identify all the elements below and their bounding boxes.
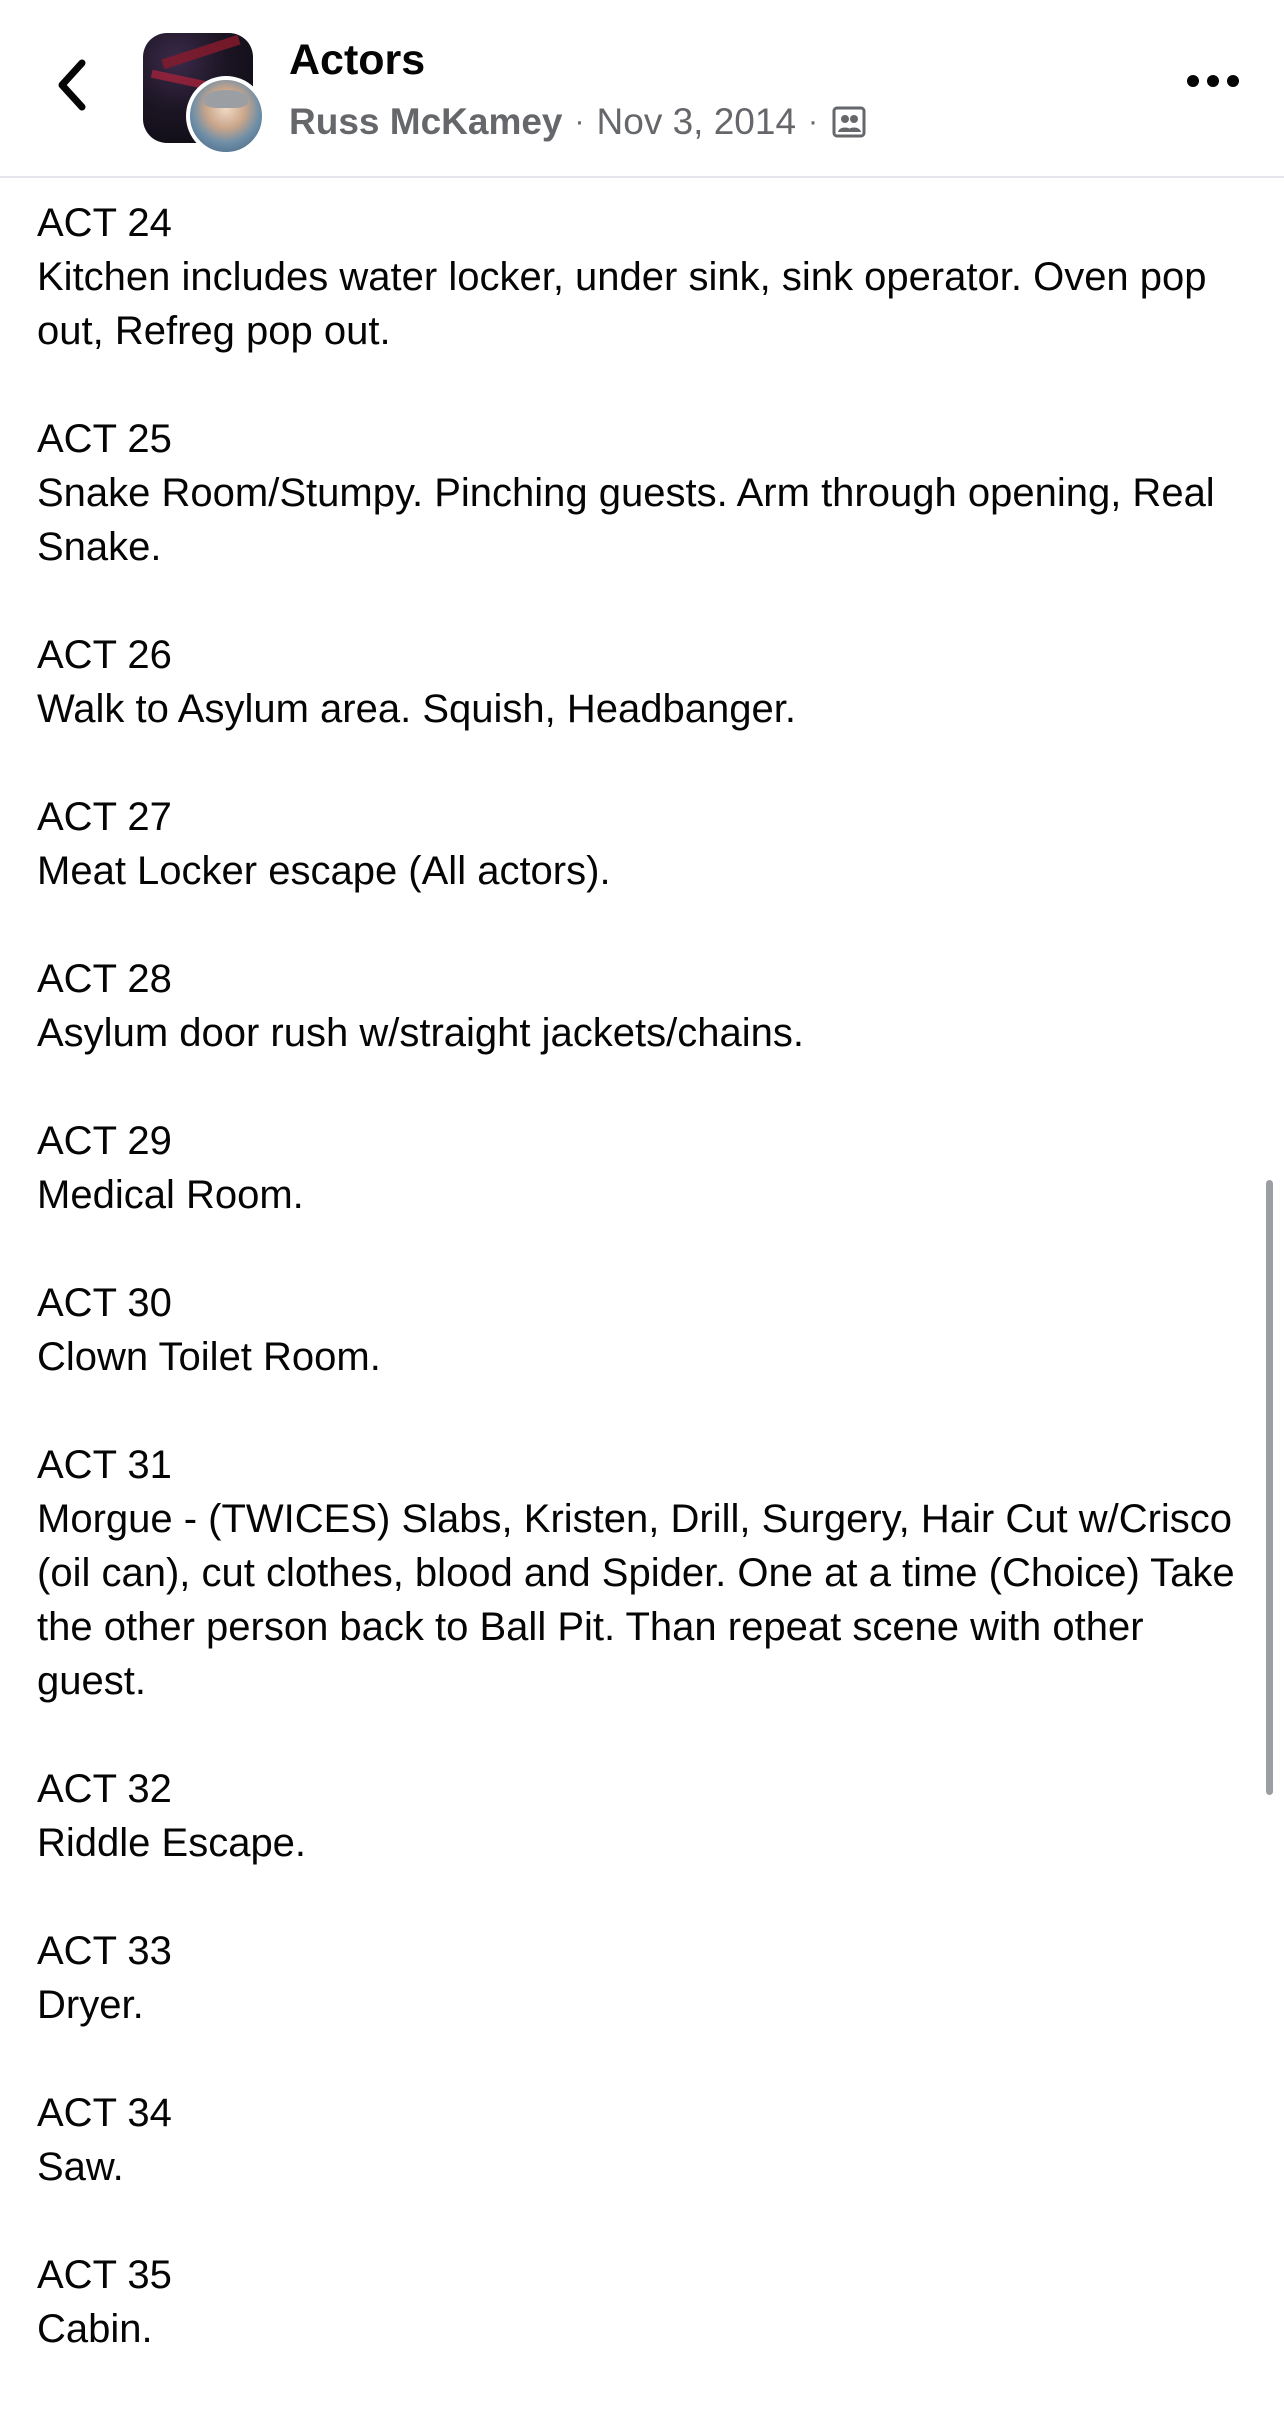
act-title: ACT 27 [37,795,172,839]
author-avatar[interactable] [186,76,266,156]
act-title: ACT 25 [37,417,172,461]
act-title: ACT 34 [37,2091,172,2135]
act-entry [37,952,1247,1060]
act-entry [37,196,1247,358]
act-title: ACT 26 [37,633,172,677]
act-title: ACT 28 [37,957,172,1001]
act-entry [37,1276,1247,1384]
group-name[interactable]: Actors [289,36,426,84]
act-description: Clown Toilet Room. [37,1335,381,1379]
members-icon [832,105,866,139]
author-name[interactable]: Russ McKamey [289,101,563,142]
chevron-left-icon [54,57,88,113]
post-header [0,0,1284,178]
act-description: Saw. [37,2145,124,2189]
act-title: ACT 32 [37,1767,172,1811]
scrollbar-thumb[interactable] [1266,1180,1273,1795]
act-title: ACT 33 [37,1929,172,1973]
act-description: Dryer. [37,1983,144,2027]
act-description: Cabin. [37,2307,153,2351]
act-entry [37,790,1247,898]
more-options-button[interactable] [1180,56,1246,106]
meta-separator: · [574,105,585,138]
act-entry [37,628,1247,736]
act-entry [37,2086,1247,2194]
act-description: Walk to Asylum area. Squish, Headbanger. [37,687,796,731]
act-entry [37,1438,1247,1708]
more-horizontal-icon [1185,73,1241,89]
back-button[interactable] [44,50,98,120]
act-title: ACT 31 [37,1443,172,1487]
meta-separator: · [808,105,819,138]
act-title: ACT 35 [37,2253,172,2297]
act-description: Medical Room. [37,1173,304,1217]
act-description: Asylum door rush w/straight jackets/chains. [37,1011,804,1055]
act-description: Snake Room/Stumpy. Pinching guests. Arm through opening, Real Snake. [37,471,1215,569]
act-description: Riddle Escape. [37,1821,307,1865]
act-description: Kitchen includes water locker, under sink, sink operator. Oven pop out, Refreg pop out. [37,255,1207,353]
act-entry [37,2248,1247,2356]
act-entry [37,1762,1247,1870]
act-description: Morgue - (TWICES) Slabs, Kristen, Drill, Surgery, Hair Cut w/Crisco (oil can), cut clothes, blood and Spider. One at a time (Choice) Take the other person back to Ball Pit. Than repeat scene with other guest. [37,1497,1235,1703]
act-description: Meat Locker escape (All actors). [37,849,611,893]
act-entry [37,1924,1247,2032]
act-entry [37,412,1247,574]
act-title: ACT 24 [37,201,172,245]
act-title: ACT 30 [37,1281,172,1325]
post-body [37,196,1247,2410]
post-date[interactable]: Nov 3, 2014 [596,101,797,142]
act-title: ACT 29 [37,1119,172,1163]
post-meta [289,96,866,148]
act-entry [37,1114,1247,1222]
